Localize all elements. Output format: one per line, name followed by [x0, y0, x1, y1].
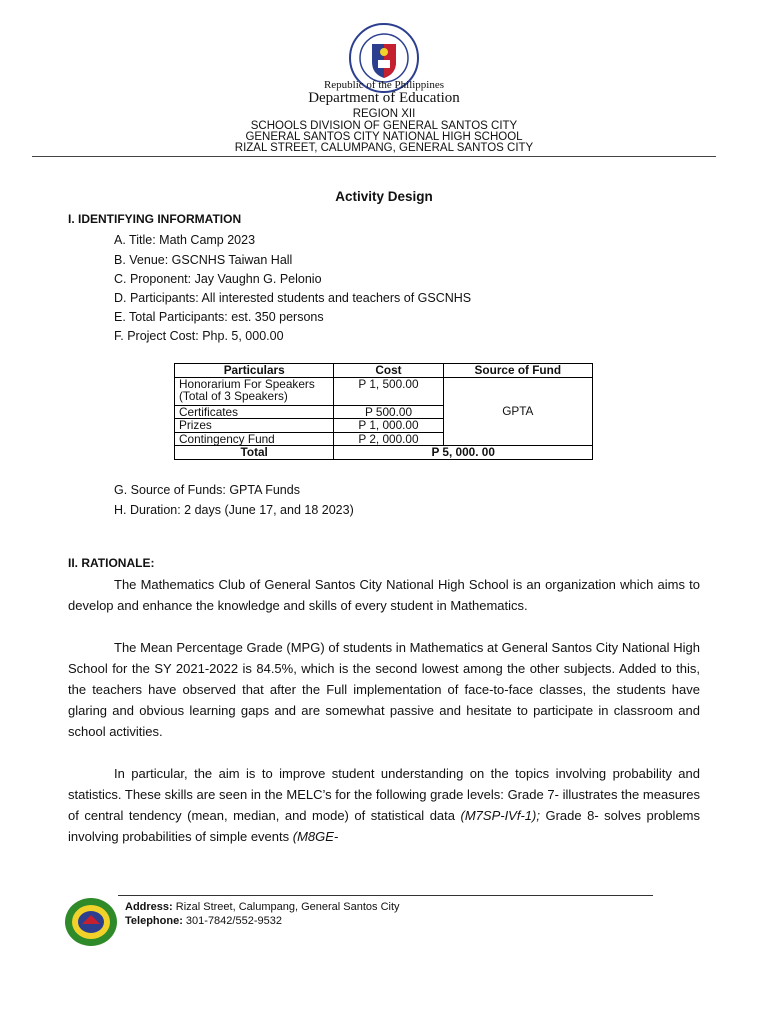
- doc-title: Activity Design: [335, 189, 433, 204]
- cost-cell: P 500.00: [334, 405, 443, 419]
- melc-code: (M8GE-: [292, 829, 339, 844]
- republic-line: Republic of the Philippines: [323, 79, 445, 91]
- total-row: [175, 446, 593, 460]
- fund-source-cell: GPTA: [443, 377, 592, 446]
- footer-address: [125, 901, 400, 913]
- col-header: Cost: [334, 364, 443, 378]
- telephone-value: 301-7842/552-9532: [185, 915, 282, 927]
- rationale-paragraph-1: The Mathematics Club of General Santos City National High School is an organization which aims to develop and enhance the knowledge and skills of every student in Mathematics.: [68, 577, 700, 613]
- rationale-paragraph-2: The Mean Percentage Grade (MPG) of students in Mathematics at General Santos City National High School for the SY 2021-2022 is 84.5%, which is the second lowest among the other subjects. Added to this, the teachers have observed that after the Full implementation of face-to-face classes, the students have glaring and obvious learning gaps and are somewhat passive and hesitate to participate in classroom and school activities.: [68, 640, 700, 739]
- col-header: Source of Fund: [443, 364, 592, 378]
- col-header: Particulars: [175, 364, 334, 378]
- footer-divider: [118, 895, 653, 896]
- info-item: F. Project Cost: Php. 5, 000.00: [114, 329, 284, 343]
- header-region: REGION XII: [352, 108, 416, 120]
- info-item: C. Proponent: Jay Vaughn G. Pelonio: [114, 272, 322, 286]
- address-label: Address:: [125, 901, 173, 913]
- rationale-paragraph-3: [68, 763, 700, 847]
- cost-cell: P 2, 000.00: [334, 432, 443, 446]
- info-item: B. Venue: GSCNHS Taiwan Hall: [114, 253, 293, 267]
- particular-cell: Honorarium For Speakers (Total of 3 Speakers): [175, 377, 334, 405]
- info-item: A. Title: Math Camp 2023: [114, 233, 256, 247]
- particular-cell: Prizes: [175, 419, 334, 433]
- particular-cell: Certificates: [175, 405, 334, 419]
- cost-table: [174, 363, 593, 460]
- footer-telephone: [125, 915, 282, 927]
- section1-heading: I. IDENTIFYING INFORMATION: [68, 212, 242, 226]
- header-school: GENERAL SANTOS CITY NATIONAL HIGH SCHOOL: [245, 131, 523, 143]
- header-address: RIZAL STREET, CALUMPANG, GENERAL SANTOS CITY: [234, 142, 534, 154]
- total-label: Total: [175, 446, 334, 460]
- address-value: Rizal Street, Calumpang, General Santos City: [175, 901, 400, 913]
- table-header-row: [175, 364, 593, 378]
- total-value: P 5, 000. 00: [334, 446, 593, 460]
- info-item: E. Total Participants: est. 350 persons: [114, 310, 324, 324]
- header-division: SCHOOLS DIVISION OF GENERAL SANTOS CITY: [250, 120, 518, 132]
- department-name: Department of Education: [308, 90, 460, 106]
- info-item: D. Participants: All interested students and teachers of GSCNHS: [114, 291, 472, 305]
- particular-cell: Contingency Fund: [175, 432, 334, 446]
- info-item: G. Source of Funds: GPTA Funds: [114, 483, 300, 497]
- school-seal-logo: [64, 897, 118, 947]
- paragraph-text: In particular, the aim is to improve student understanding on the topics involving probability and statistics. These skills are seen in the MELC’s for the following grade levels: Grade 7- illustrates the measures of central tendency (mean, median, and mode) of statistical data: [68, 766, 700, 823]
- cost-cell: P 1, 500.00: [334, 377, 443, 405]
- section2-heading: II. RATIONALE:: [68, 556, 155, 570]
- header-divider: [32, 156, 716, 157]
- info-item: H. Duration: 2 days (June 17, and 18 2023): [114, 503, 354, 517]
- cost-cell: P 1, 000.00: [334, 419, 443, 433]
- telephone-label: Telephone:: [125, 915, 183, 927]
- table-row: [175, 377, 593, 405]
- melc-code: (M7SP-IVf-1);: [460, 808, 540, 823]
- paragraph-text: Grade 8- solves problems involving probabilities of simple events: [68, 808, 701, 844]
